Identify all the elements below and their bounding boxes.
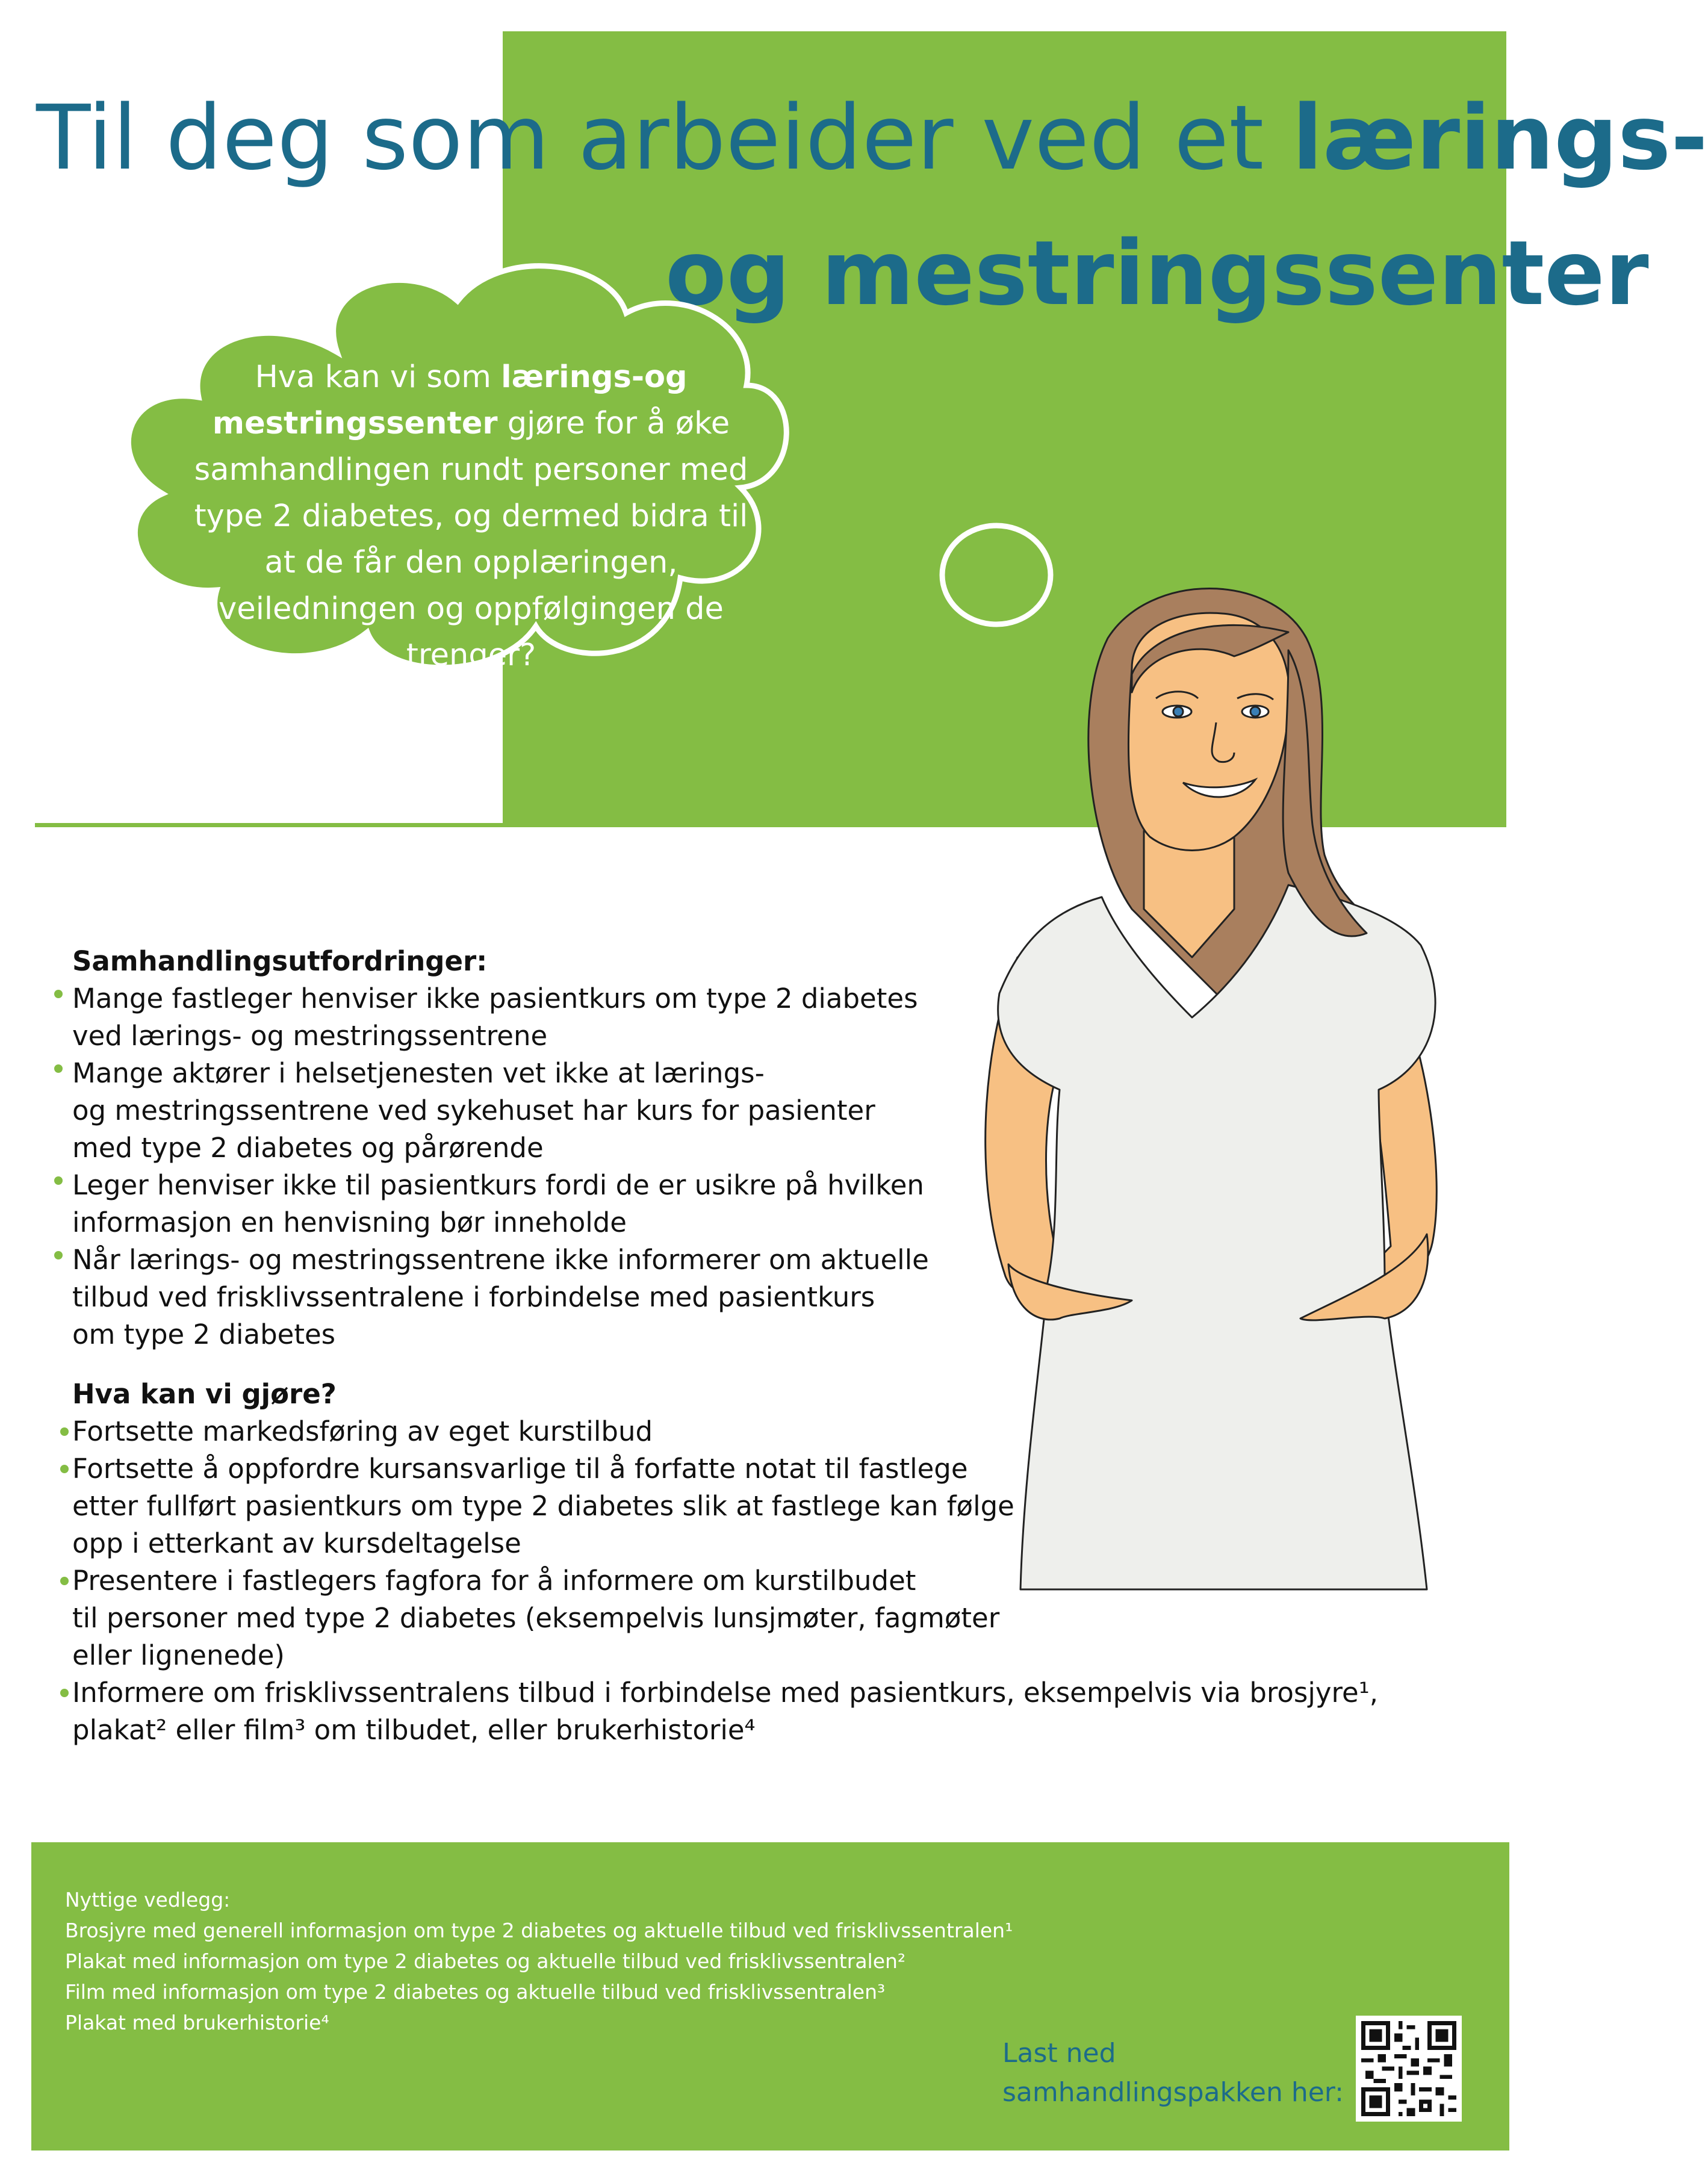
green-dot-icon	[60, 1427, 69, 1436]
attachments-heading: Nyttige vedlegg:	[65, 1888, 231, 1911]
list-item	[30, 1167, 1294, 1241]
green-dot-icon	[60, 1465, 69, 1473]
attachment-item-2[interactable]: Plakat med informasjon om type 2 diabetes og aktuelle tilbud ved frisklivssentralen²	[65, 1949, 906, 1973]
attachment-item-1[interactable]: Brosjyre med generell informasjon om type 2 diabetes og aktuelle tilbud ved frisklivssentralen¹	[65, 1919, 1013, 1942]
list-item	[30, 1055, 1294, 1167]
qr-code-icon[interactable]	[1356, 2016, 1462, 2122]
list-item	[30, 1450, 1415, 1562]
actions-section	[30, 1376, 1415, 1749]
list-item	[30, 1241, 1294, 1353]
title-part-plain2: arbeider ved et	[578, 86, 1293, 190]
action-text-4: Informere om frisklivssentralens tilbud i forbindelse med pasientkurs, eksempelvis via brosjyre¹, plakat² eller film³ om tilbudet, eller brukerhistorie⁴	[72, 1677, 1379, 1746]
attachments-block	[65, 1884, 1013, 2038]
list-item	[30, 1674, 1415, 1749]
green-dot-icon	[54, 1251, 63, 1259]
actions-heading: Hva kan vi gjøre?	[72, 1378, 337, 1410]
download-prompt	[1002, 2034, 1364, 2112]
list-item	[30, 1562, 1415, 1674]
bubble-pre: Hva kan vi som	[255, 359, 502, 395]
attachment-item-3[interactable]: Film med informasjon om type 2 diabetes og aktuelle tilbud ved frisklivssentralen³	[65, 1980, 886, 2004]
bubble-question	[190, 354, 753, 679]
challenge-text-2: Mange aktører i helsetjenesten vet ikke at lærings- og mestringssentrene ved sykehuset har kurs for pasienter med type 2 diabetes og pårørende	[72, 1057, 875, 1164]
actions-list	[30, 1413, 1415, 1749]
attachment-item-4[interactable]: Plakat med brukerhistorie⁴	[65, 2011, 329, 2034]
download-line-2: samhandlingspakken her:	[1002, 2077, 1344, 2108]
action-text-1: Fortsette markedsføring av eget kurstilbud	[72, 1415, 653, 1447]
green-dot-icon	[60, 1577, 69, 1585]
list-item	[30, 980, 1294, 1055]
list-item	[30, 1413, 1415, 1450]
challenge-text-3: Leger henviser ikke til pasientkurs fordi de er usikre på hvilken informasjon en henvisning bør inneholde	[72, 1169, 924, 1238]
bubble-post: gjøre for å øke samhandlingen rundt personer med type 2 diabetes, og dermed bidra til at de får den opplæringen, veiledningen og oppfølgingen de trenger?	[194, 406, 748, 673]
bubble-bold-1: lærings-og	[501, 359, 688, 395]
title-part-plain: Til deg som	[36, 86, 578, 190]
challenges-list	[30, 980, 1294, 1353]
challenges-heading: Samhandlingsutfordringer:	[72, 945, 488, 977]
green-dot-icon	[54, 1176, 63, 1185]
action-text-2: Fortsette å oppfordre kursansvarlige til å forfatte notat til fastlege etter fullført pasientkurs om type 2 diabetes slik at fastlege kan følge opp i etterkant av kursdeltagelse	[72, 1453, 1014, 1559]
challenge-text-4: Når lærings- og mestringssentrene ikke informerer om aktuelle tilbud ved frisklivssentralene i forbindelse med pasientkurs om type 2 diabetes	[72, 1244, 929, 1350]
download-line-1: Last ned	[1002, 2038, 1116, 2069]
green-dot-icon	[54, 990, 63, 998]
challenge-text-1: Mange fastleger henviser ikke pasientkurs om type 2 diabetes ved lærings- og mestringssentrene	[72, 983, 918, 1052]
page-title-line2: og mestringssenter	[665, 222, 1649, 325]
challenges-section	[30, 943, 1294, 1353]
green-dot-icon	[60, 1689, 69, 1697]
action-text-3: Presentere i fastlegers fagfora for å informere om kurstilbudet til personer med type 2 diabetes (eksempelvis lunsjmøter, fagmøter eller lignenede)	[72, 1565, 1000, 1671]
green-dot-icon	[54, 1064, 63, 1073]
bubble-bold-2: mestringssenter	[212, 406, 498, 441]
title-part-bold: lærings-	[1292, 86, 1708, 190]
